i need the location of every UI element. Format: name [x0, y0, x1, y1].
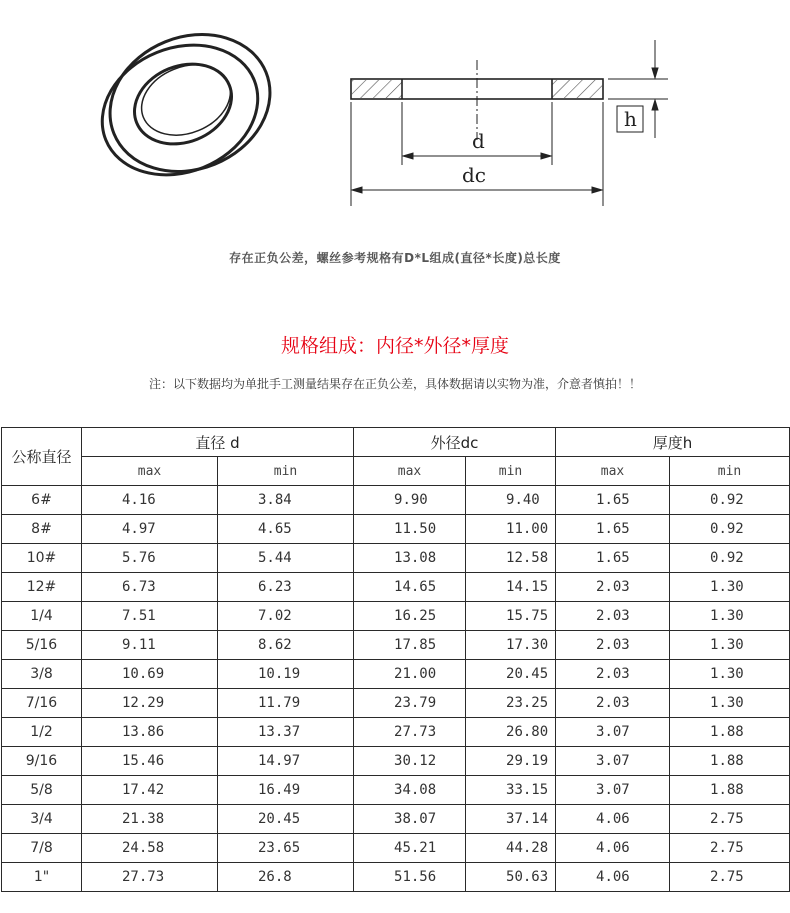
cell-d-max: 15.46: [82, 747, 218, 776]
cell-h-max: 1.65: [556, 515, 670, 544]
cell-dc-max: 11.50: [354, 515, 466, 544]
cell-h-max: 4.06: [556, 863, 670, 892]
cell-d-max: 10.69: [82, 660, 218, 689]
cell-size: 5/8: [2, 776, 82, 805]
cell-h-max: 2.03: [556, 660, 670, 689]
cell-d-max: 13.86: [82, 718, 218, 747]
cell-h-max: 3.07: [556, 776, 670, 805]
cell-dc-min: 11.00: [466, 515, 556, 544]
cell-h-min: 2.75: [670, 834, 790, 863]
cell-d-max: 4.16: [82, 486, 218, 515]
header-thickness: 厚度h: [556, 428, 790, 457]
cell-d-min: 16.49: [218, 776, 354, 805]
cell-dc-max: 13.08: [354, 544, 466, 573]
cell-dc-max: 14.65: [354, 573, 466, 602]
cell-h-max: 4.06: [556, 805, 670, 834]
table-row: [2, 689, 790, 718]
cell-d-max: 17.42: [82, 776, 218, 805]
label-dc: dc: [462, 163, 487, 187]
cell-dc-min: 12.58: [466, 544, 556, 573]
cell-size: 1/4: [2, 602, 82, 631]
cell-h-max: 2.03: [556, 631, 670, 660]
cell-size: 12#: [2, 573, 82, 602]
cell-dc-min: 14.15: [466, 573, 556, 602]
label-h: h: [624, 107, 637, 131]
cell-dc-min: 33.15: [466, 776, 556, 805]
washer-drawing: [0, 0, 790, 230]
cell-dc-max: 16.25: [354, 602, 466, 631]
header-nominal-diameter: 公称直径: [2, 428, 82, 486]
cell-h-max: 3.07: [556, 718, 670, 747]
cell-size: 7/8: [2, 834, 82, 863]
cell-d-max: 6.73: [82, 573, 218, 602]
cell-d-max: 9.11: [82, 631, 218, 660]
table-row: [2, 776, 790, 805]
cell-dc-max: 34.08: [354, 776, 466, 805]
cell-d-min: 14.97: [218, 747, 354, 776]
cell-h-min: 1.88: [670, 776, 790, 805]
cell-d-min: 3.84: [218, 486, 354, 515]
cell-dc-max: 27.73: [354, 718, 466, 747]
cell-size: 1": [2, 863, 82, 892]
cell-d-min: 7.02: [218, 602, 354, 631]
measurement-note: 注：以下数据均为单批手工测量结果存在正负公差，具体数据请以实物为准，介意者慎拍！！: [148, 377, 641, 391]
cell-dc-min: 44.28: [466, 834, 556, 863]
cell-d-max: 4.97: [82, 515, 218, 544]
cell-h-min: 1.30: [670, 660, 790, 689]
cell-h-min: 0.92: [670, 486, 790, 515]
cell-size: 6#: [2, 486, 82, 515]
spec-title: 规格组成：内径*外径*厚度: [280, 335, 509, 357]
cell-dc-max: 23.79: [354, 689, 466, 718]
header-outer-diameter: 外径dc: [354, 428, 556, 457]
cell-dc-min: 50.63: [466, 863, 556, 892]
cell-h-min: 0.92: [670, 544, 790, 573]
cell-dc-min: 9.40: [466, 486, 556, 515]
cell-dc-max: 51.56: [354, 863, 466, 892]
cell-size: 8#: [2, 515, 82, 544]
header-inner-diameter: 直径 d: [82, 428, 354, 457]
subheader-d-min: min: [218, 457, 354, 486]
cell-h-min: 1.88: [670, 718, 790, 747]
washer-section: [351, 40, 668, 206]
label-d: d: [472, 129, 485, 153]
cell-d-max: 7.51: [82, 602, 218, 631]
cell-d-max: 21.38: [82, 805, 218, 834]
table-row: [2, 834, 790, 863]
cell-h-min: 2.75: [670, 805, 790, 834]
cell-size: 7/16: [2, 689, 82, 718]
cell-dc-max: 9.90: [354, 486, 466, 515]
cell-d-max: 12.29: [82, 689, 218, 718]
table-row: [2, 573, 790, 602]
cell-h-max: 3.07: [556, 747, 670, 776]
subheader-dc-min: min: [466, 457, 556, 486]
cell-dc-max: 30.12: [354, 747, 466, 776]
cell-d-min: 11.79: [218, 689, 354, 718]
table-row: [2, 747, 790, 776]
cell-h-min: 1.30: [670, 689, 790, 718]
cell-dc-max: 17.85: [354, 631, 466, 660]
cell-dc-max: 45.21: [354, 834, 466, 863]
subheader-dc-max: max: [354, 457, 466, 486]
cell-h-max: 1.65: [556, 486, 670, 515]
table-row: [2, 660, 790, 689]
table-row: [2, 602, 790, 631]
cell-d-min: 23.65: [218, 834, 354, 863]
table-row: [2, 544, 790, 573]
cell-dc-min: 17.30: [466, 631, 556, 660]
table-row: [2, 515, 790, 544]
cell-d-min: 13.37: [218, 718, 354, 747]
cell-d-min: 26.8: [218, 863, 354, 892]
cell-h-min: 1.88: [670, 747, 790, 776]
cell-h-max: 4.06: [556, 834, 670, 863]
cell-d-min: 4.65: [218, 515, 354, 544]
table-row: [2, 486, 790, 515]
cell-h-min: 1.30: [670, 602, 790, 631]
cell-h-min: 2.75: [670, 863, 790, 892]
table-header-row: [2, 428, 790, 457]
cell-d-max: 5.76: [82, 544, 218, 573]
cell-dc-max: 21.00: [354, 660, 466, 689]
cell-size: 5/16: [2, 631, 82, 660]
cell-size: 3/4: [2, 805, 82, 834]
subheader-h-max: max: [556, 457, 670, 486]
cell-dc-min: 15.75: [466, 602, 556, 631]
cell-size: 3/8: [2, 660, 82, 689]
cell-d-max: 27.73: [82, 863, 218, 892]
cell-h-max: 2.03: [556, 689, 670, 718]
cell-h-max: 2.03: [556, 573, 670, 602]
cell-h-min: 0.92: [670, 515, 790, 544]
cell-dc-min: 23.25: [466, 689, 556, 718]
cell-size: 10#: [2, 544, 82, 573]
cell-d-max: 24.58: [82, 834, 218, 863]
cell-dc-min: 20.45: [466, 660, 556, 689]
table-row: [2, 718, 790, 747]
cell-dc-min: 29.19: [466, 747, 556, 776]
subheader-d-max: max: [82, 457, 218, 486]
cell-h-min: 1.30: [670, 573, 790, 602]
cell-size: 9/16: [2, 747, 82, 776]
cell-dc-min: 26.80: [466, 718, 556, 747]
cell-dc-max: 38.07: [354, 805, 466, 834]
washer-3d-icon: [83, 11, 291, 197]
cell-h-min: 1.30: [670, 631, 790, 660]
cell-d-min: 6.23: [218, 573, 354, 602]
table-row: [2, 631, 790, 660]
subheader-h-min: min: [670, 457, 790, 486]
cell-h-max: 1.65: [556, 544, 670, 573]
cell-size: 1/2: [2, 718, 82, 747]
cell-d-min: 10.19: [218, 660, 354, 689]
cell-h-max: 2.03: [556, 602, 670, 631]
cell-d-min: 5.44: [218, 544, 354, 573]
cell-d-min: 20.45: [218, 805, 354, 834]
spec-table: [1, 427, 790, 892]
table-row: [2, 805, 790, 834]
cell-d-min: 8.62: [218, 631, 354, 660]
table-subheader-row: [2, 457, 790, 486]
tolerance-caption: 存在正负公差，螺丝参考规格有D*L组成(直径*长度)总长度: [229, 251, 561, 265]
table-row: [2, 863, 790, 892]
cell-dc-min: 37.14: [466, 805, 556, 834]
